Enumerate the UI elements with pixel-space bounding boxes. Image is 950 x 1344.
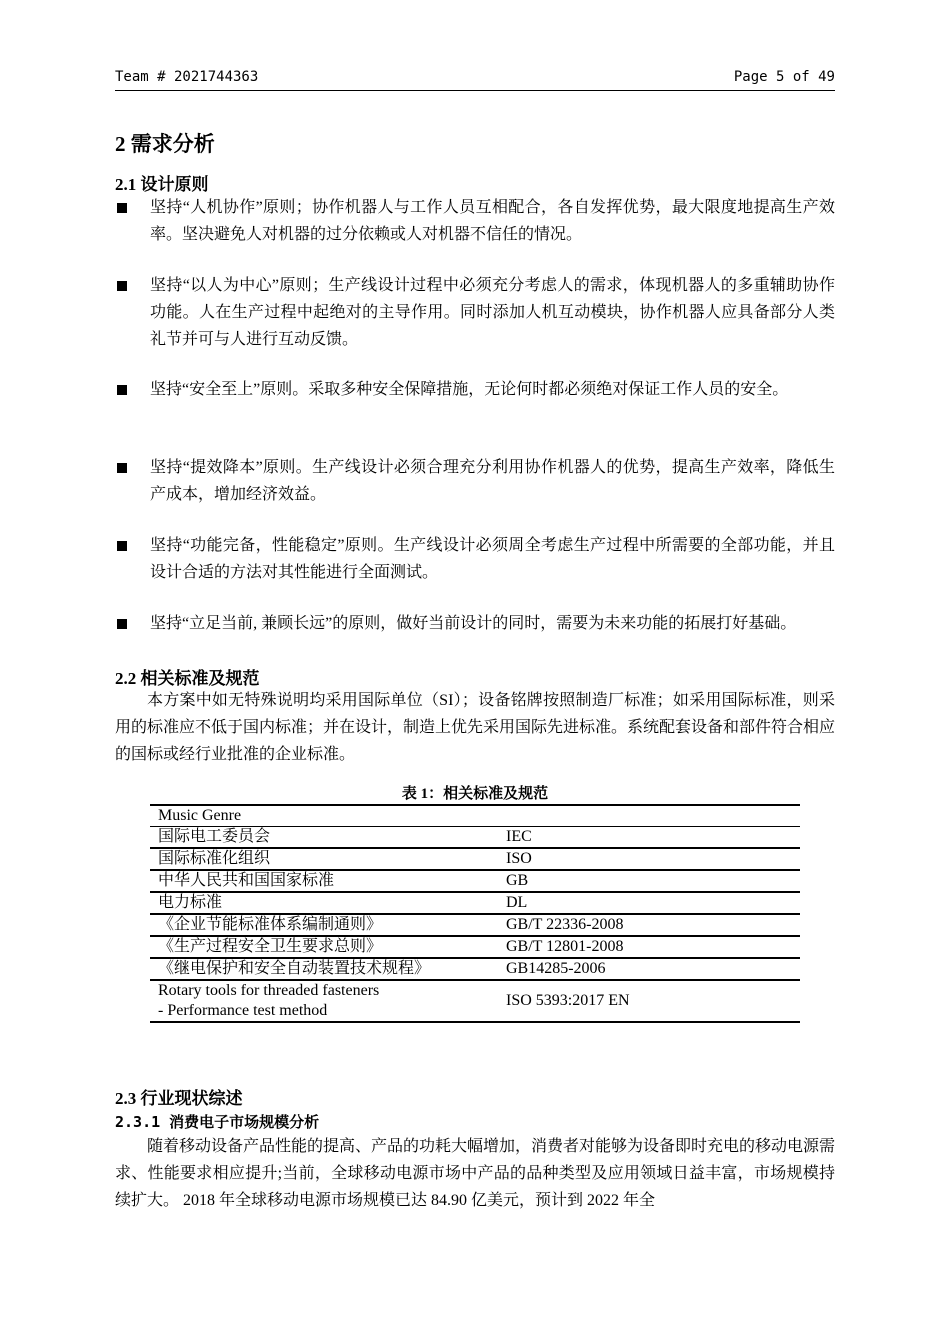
bullet-square-icon (117, 463, 127, 473)
standard-name: 国际标准化组织 (150, 848, 498, 870)
bullet-item (115, 272, 835, 353)
subsection-2-3-1-title: 2.3.1 消费电子市场规模分析 (115, 1113, 320, 1131)
table-row (150, 870, 800, 892)
bullet-text: 坚持“提效降本”原则。生产线设计必须合理充分利用协作机器人的优势，提高生产效率，降低生产成本，增加经济效益。 (150, 459, 835, 503)
bullet-item (115, 532, 835, 586)
bullet-square-icon (117, 541, 127, 551)
bullet-text: 坚持“立足当前, 兼顾长远”的原则，做好当前设计的同时，需要为未来功能的拓展打好基础。 (150, 615, 797, 632)
standards-table (150, 804, 800, 1023)
standard-code: IEC (498, 827, 800, 849)
table-row (150, 958, 800, 980)
standard-code: GB14285-2006 (498, 958, 800, 980)
subsection-2-3-title: 2.3 行业现状综述 (115, 1089, 243, 1108)
header-team: Team # 2021744363 (115, 69, 259, 85)
standard-code: GB (498, 870, 800, 892)
standard-name: 《生产过程安全卫生要求总则》 (150, 936, 498, 958)
bullet-item (115, 376, 835, 403)
bullet-square-icon (117, 281, 127, 291)
section-title: 2 需求分析 (115, 132, 215, 156)
standard-name: 国际电工委员会 (150, 827, 498, 849)
standard-code: ISO (498, 848, 800, 870)
standard-code: ISO 5393:2017 EN (498, 980, 800, 1022)
standards-paragraph: 本方案中如无特殊说明均采用国际单位（SI）；设备铭牌按照制造厂标准；如采用国际标准，则采用的标准应不低于国内标准；并在设计，制造上优先采用国际先进标准。系统配套设备和部件符合相应的国标或经行业批准的企业标准。 (115, 692, 836, 763)
bullet-item (115, 194, 835, 248)
subsection-2-2-title: 2.2 相关标准及规范 (115, 669, 260, 688)
bullet-text: 坚持“安全至上”原则。采取多种安全保障措施，无论何时都必须绝对保证工作人员的安全。 (150, 381, 789, 398)
bullet-text: 坚持“功能完备，性能稳定”原则。生产线设计必须周全考虑生产过程中所需要的全部功能，并且设计合适的方法对其性能进行全面测试。 (150, 537, 835, 581)
bullet-square-icon (117, 385, 127, 395)
bullet-text: 坚持“以人为中心”原则；生产线设计过程中必须充分考虑人的需求，体现机器人的多重辅助协作功能。人在生产过程中起绝对的主导作用。同时添加人机互动模块，协作机器人应具备部分人类礼节并可与人进行互动反馈。 (150, 277, 835, 348)
standard-name (150, 980, 498, 1022)
table-row (150, 980, 800, 1022)
bullet-item (115, 610, 835, 637)
standard-name: 《企业节能标准体系编制通则》 (150, 914, 498, 936)
table-header-row (150, 805, 800, 827)
standard-name: 电力标准 (150, 892, 498, 914)
standard-code: DL (498, 892, 800, 914)
standard-name-line: - Performance test method (158, 1002, 328, 1019)
table-row (150, 827, 800, 849)
table-row (150, 848, 800, 870)
header-page: Page 5 of 49 (733, 69, 835, 85)
table-header: Music Genre (150, 805, 800, 827)
table-row (150, 892, 800, 914)
bullet-item (115, 454, 835, 508)
table-caption: 表 1：相关标准及规范 (401, 786, 549, 802)
bullet-text: 坚持“人机协作”原则；协作机器人与工作人员互相配合，各自发挥优势，最大限度地提高生产效率。坚决避免人对机器的过分依赖或人对机器不信任的情况。 (150, 199, 835, 243)
standard-name-line: Rotary tools for threaded fasteners (158, 982, 380, 999)
standard-name: 中华人民共和国国家标准 (150, 870, 498, 892)
standard-code: GB/T 12801-2008 (498, 936, 800, 958)
table-row (150, 936, 800, 958)
bullet-square-icon (117, 619, 127, 629)
bullet-square-icon (117, 203, 127, 213)
standard-name: 《继电保护和安全自动装置技术规程》 (150, 958, 498, 980)
table-row (150, 914, 800, 936)
header-rule (115, 90, 835, 91)
subsection-2-1-title: 2.1 设计原则 (115, 175, 209, 194)
standard-code: GB/T 22336-2008 (498, 914, 800, 936)
market-paragraph: 随着移动设备产品性能的提高、产品的功耗大幅增加，消费者对能够为设备即时充电的移动电源需求、性能要求相应提升;当前，全球移动电源市场中产品的品种类型及应用领域日益丰富，市场规模持续扩大。 2018 年全球移动电源市场规模已达 84.90 亿美元，预计到 2022 年全 (115, 1138, 836, 1209)
